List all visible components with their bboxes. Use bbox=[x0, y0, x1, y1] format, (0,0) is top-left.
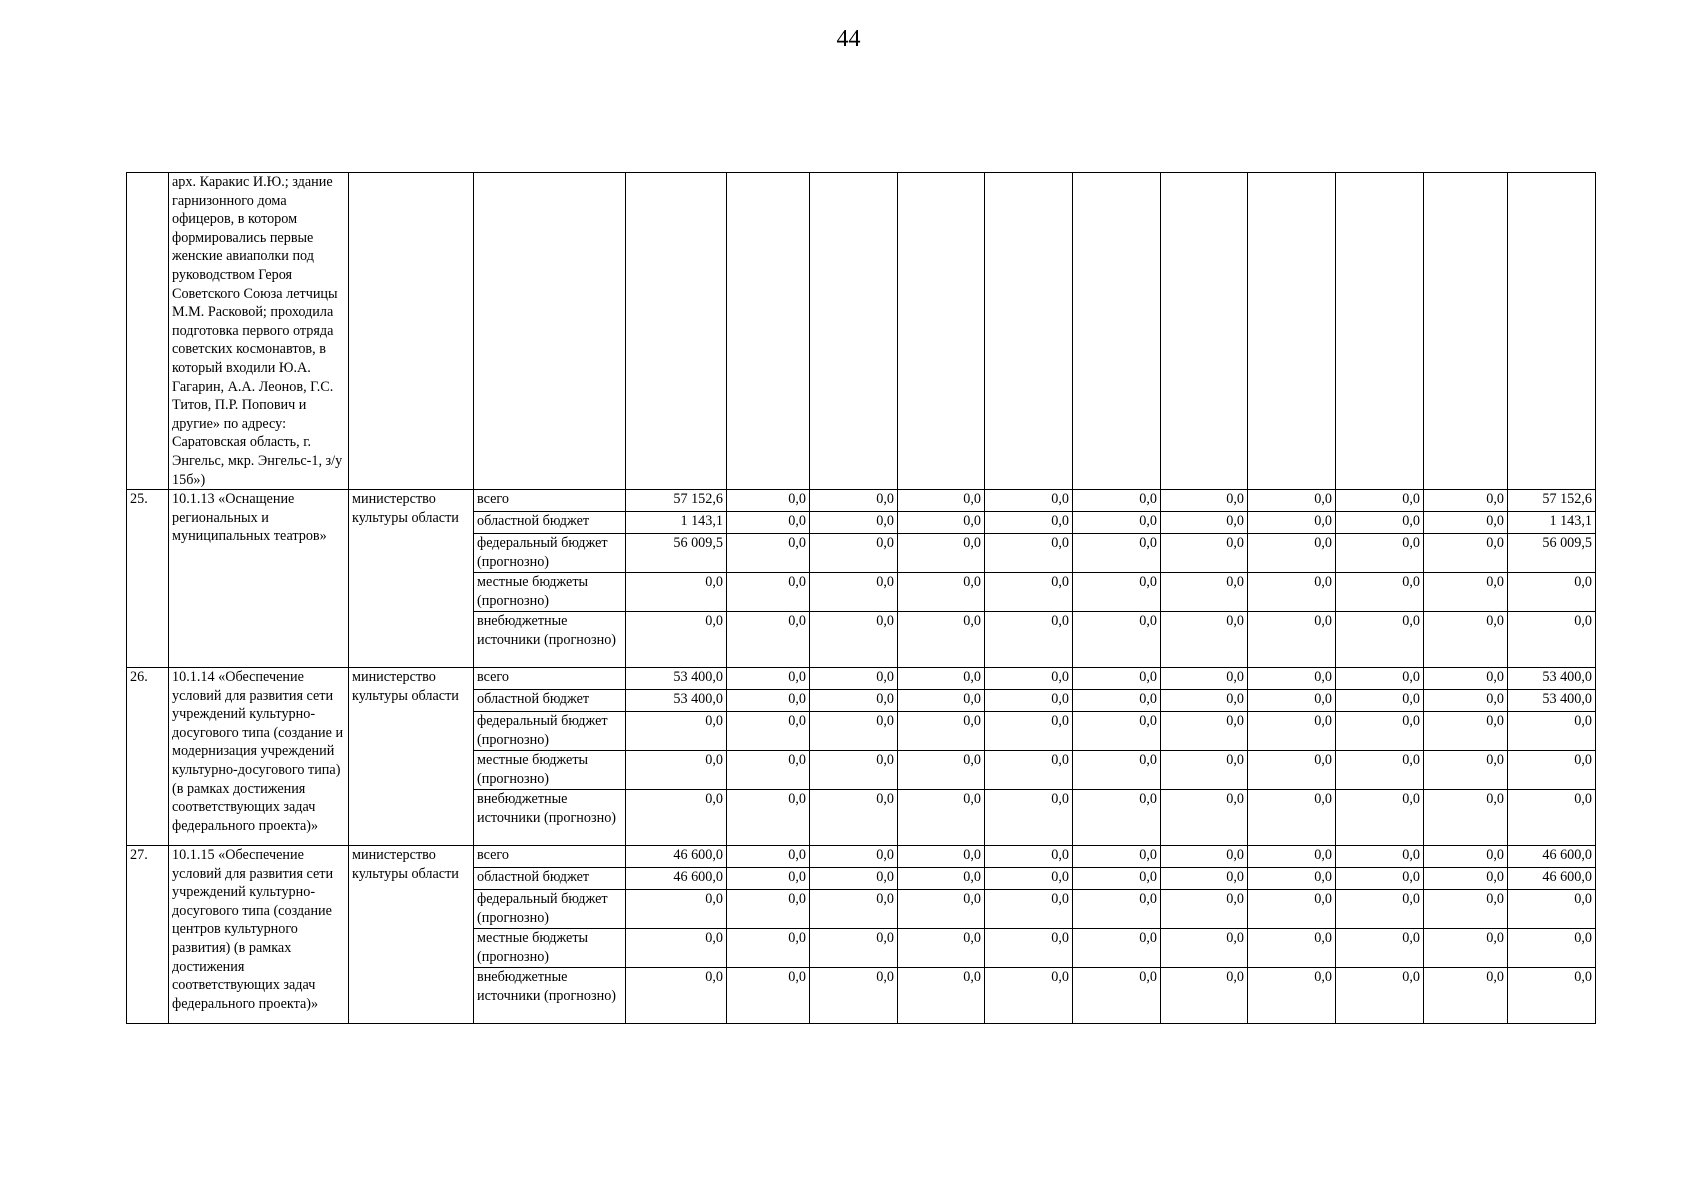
funding-value: 0,0 bbox=[626, 968, 727, 1024]
funding-source: всего bbox=[474, 846, 626, 868]
funding-source: областной бюджет bbox=[474, 868, 626, 890]
funding-value: 0,0 bbox=[727, 612, 810, 668]
funding-value: 0,0 bbox=[1508, 573, 1596, 612]
continuation-row bbox=[127, 173, 1596, 490]
funding-value: 0,0 bbox=[727, 690, 810, 712]
funding-value: 0,0 bbox=[1336, 846, 1424, 868]
continuation-source-cell bbox=[474, 173, 626, 490]
continuation-value-cell bbox=[626, 173, 727, 490]
funding-value: 0,0 bbox=[898, 668, 985, 690]
funding-value: 0,0 bbox=[898, 490, 985, 512]
funding-value: 0,0 bbox=[1248, 712, 1336, 751]
funding-value: 0,0 bbox=[985, 968, 1073, 1024]
funding-value: 0,0 bbox=[1161, 790, 1248, 846]
funding-value: 0,0 bbox=[985, 490, 1073, 512]
funding-value: 1 143,1 bbox=[626, 512, 727, 534]
funding-value: 0,0 bbox=[810, 890, 898, 929]
funding-value: 0,0 bbox=[1248, 573, 1336, 612]
funding-value: 0,0 bbox=[1073, 612, 1161, 668]
funding-source: областной бюджет bbox=[474, 512, 626, 534]
funding-value: 0,0 bbox=[1073, 790, 1161, 846]
funding-value: 0,0 bbox=[985, 846, 1073, 868]
funding-value: 0,0 bbox=[727, 751, 810, 790]
funding-value: 0,0 bbox=[727, 868, 810, 890]
funding-value: 0,0 bbox=[1248, 668, 1336, 690]
funding-value: 0,0 bbox=[1161, 573, 1248, 612]
funding-value: 53 400,0 bbox=[626, 690, 727, 712]
funding-value: 0,0 bbox=[898, 512, 985, 534]
row-number: 25. bbox=[127, 490, 169, 668]
continuation-value-cell bbox=[1073, 173, 1161, 490]
funding-value: 46 600,0 bbox=[626, 846, 727, 868]
funding-value: 0,0 bbox=[626, 573, 727, 612]
funding-value: 0,0 bbox=[1073, 668, 1161, 690]
funding-source: внебюджетные источники (прогнозно) bbox=[474, 790, 626, 846]
funding-value: 0,0 bbox=[810, 712, 898, 751]
funding-value: 53 400,0 bbox=[626, 668, 727, 690]
funding-value: 0,0 bbox=[810, 690, 898, 712]
funding-value: 0,0 bbox=[810, 534, 898, 573]
funding-value: 0,0 bbox=[810, 846, 898, 868]
funding-value: 0,0 bbox=[985, 790, 1073, 846]
funding-value: 0,0 bbox=[727, 846, 810, 868]
funding-value: 0,0 bbox=[985, 868, 1073, 890]
funding-source: всего bbox=[474, 490, 626, 512]
funding-value: 0,0 bbox=[898, 534, 985, 573]
funding-value: 0,0 bbox=[626, 929, 727, 968]
executor: министерство культуры области bbox=[349, 668, 474, 846]
funding-value: 0,0 bbox=[1424, 668, 1508, 690]
funding-value: 0,0 bbox=[1073, 534, 1161, 573]
funding-value: 0,0 bbox=[810, 929, 898, 968]
funding-value: 0,0 bbox=[810, 573, 898, 612]
funding-value: 0,0 bbox=[1424, 790, 1508, 846]
funding-value: 0,0 bbox=[1336, 534, 1424, 573]
funding-value: 0,0 bbox=[1336, 929, 1424, 968]
funding-value: 0,0 bbox=[1161, 868, 1248, 890]
funding-value: 0,0 bbox=[810, 612, 898, 668]
funding-value: 0,0 bbox=[727, 490, 810, 512]
funding-value: 0,0 bbox=[1073, 868, 1161, 890]
funding-source: федеральный бюджет (прогнозно) bbox=[474, 534, 626, 573]
funding-value: 0,0 bbox=[1248, 612, 1336, 668]
funding-value: 0,0 bbox=[727, 890, 810, 929]
continuation-value-cell bbox=[727, 173, 810, 490]
funding-value: 0,0 bbox=[898, 573, 985, 612]
funding-value: 0,0 bbox=[1161, 929, 1248, 968]
source-row bbox=[127, 490, 1596, 512]
funding-value: 0,0 bbox=[1508, 890, 1596, 929]
funding-value: 0,0 bbox=[1248, 690, 1336, 712]
page-number: 44 bbox=[836, 26, 861, 52]
funding-value: 0,0 bbox=[1161, 668, 1248, 690]
continuation-value-cell bbox=[985, 173, 1073, 490]
funding-value: 0,0 bbox=[1508, 751, 1596, 790]
funding-value: 0,0 bbox=[810, 751, 898, 790]
funding-value: 0,0 bbox=[1336, 968, 1424, 1024]
executor: министерство культуры области bbox=[349, 490, 474, 668]
funding-value: 0,0 bbox=[985, 890, 1073, 929]
funding-value: 0,0 bbox=[810, 668, 898, 690]
funding-source: местные бюджеты (прогнозно) bbox=[474, 929, 626, 968]
funding-value: 1 143,1 bbox=[1508, 512, 1596, 534]
funding-source: федеральный бюджет (прогнозно) bbox=[474, 712, 626, 751]
funding-value: 53 400,0 bbox=[1508, 668, 1596, 690]
funding-value: 0,0 bbox=[810, 868, 898, 890]
funding-value: 0,0 bbox=[1424, 490, 1508, 512]
funding-value: 0,0 bbox=[1508, 968, 1596, 1024]
funding-value: 0,0 bbox=[1424, 929, 1508, 968]
funding-source: всего bbox=[474, 668, 626, 690]
funding-value: 46 600,0 bbox=[1508, 868, 1596, 890]
funding-value: 57 152,6 bbox=[1508, 490, 1596, 512]
funding-value: 0,0 bbox=[1161, 690, 1248, 712]
funding-value: 56 009,5 bbox=[1508, 534, 1596, 573]
funding-value: 0,0 bbox=[810, 968, 898, 1024]
funding-value: 0,0 bbox=[1336, 668, 1424, 690]
funding-value: 0,0 bbox=[1161, 490, 1248, 512]
funding-value: 0,0 bbox=[1424, 868, 1508, 890]
funding-value: 0,0 bbox=[898, 712, 985, 751]
funding-value: 0,0 bbox=[1161, 846, 1248, 868]
funding-value: 0,0 bbox=[1073, 712, 1161, 751]
funding-value: 0,0 bbox=[727, 573, 810, 612]
funding-value: 0,0 bbox=[626, 712, 727, 751]
funding-value: 0,0 bbox=[727, 790, 810, 846]
continuation-value-cell bbox=[810, 173, 898, 490]
funding-value: 0,0 bbox=[727, 512, 810, 534]
funding-source: внебюджетные источники (прогнозно) bbox=[474, 612, 626, 668]
funding-source: областной бюджет bbox=[474, 690, 626, 712]
funding-value: 0,0 bbox=[727, 534, 810, 573]
funding-value: 0,0 bbox=[898, 612, 985, 668]
funding-value: 56 009,5 bbox=[626, 534, 727, 573]
program-funding-table bbox=[126, 172, 1596, 1024]
funding-value: 0,0 bbox=[727, 929, 810, 968]
funding-value: 0,0 bbox=[727, 712, 810, 751]
funding-value: 0,0 bbox=[1424, 512, 1508, 534]
funding-value: 0,0 bbox=[1248, 490, 1336, 512]
funding-value: 0,0 bbox=[898, 868, 985, 890]
funding-value: 0,0 bbox=[898, 929, 985, 968]
measure-name: 10.1.13 «Оснащение региональных и муниципальных театров» bbox=[169, 490, 349, 668]
funding-value: 0,0 bbox=[1073, 573, 1161, 612]
funding-value: 0,0 bbox=[985, 512, 1073, 534]
funding-value: 0,0 bbox=[1073, 929, 1161, 968]
funding-value: 0,0 bbox=[1336, 890, 1424, 929]
continuation-description: арх. Каракис И.Ю.; здание гарнизонного дома офицеров, в котором формировались первые женские авиаполки под руководством Героя Советского Союза летчицы М.М. Расковой; проходила подготовка первого отряда советских космонавтов, в который входили Ю.А. Гагарин, А.А. Леонов, Г.С. Титов, П.Р. Попович и другие» по адресу: Саратовская область, г. Энгельс, мкр. Энгельс-1, з/у 15б») bbox=[169, 173, 349, 490]
funding-source: местные бюджеты (прогнозно) bbox=[474, 751, 626, 790]
funding-value: 0,0 bbox=[1336, 790, 1424, 846]
funding-value: 53 400,0 bbox=[1508, 690, 1596, 712]
funding-value: 0,0 bbox=[1248, 846, 1336, 868]
funding-value: 46 600,0 bbox=[1508, 846, 1596, 868]
funding-value: 46 600,0 bbox=[626, 868, 727, 890]
continuation-value-cell bbox=[1508, 173, 1596, 490]
funding-value: 0,0 bbox=[1248, 790, 1336, 846]
funding-value: 0,0 bbox=[898, 968, 985, 1024]
funding-value: 0,0 bbox=[1424, 612, 1508, 668]
continuation-value-cell bbox=[1336, 173, 1424, 490]
funding-value: 0,0 bbox=[727, 968, 810, 1024]
funding-value: 0,0 bbox=[626, 790, 727, 846]
funding-value: 0,0 bbox=[898, 790, 985, 846]
funding-value: 0,0 bbox=[1508, 612, 1596, 668]
continuation-value-cell bbox=[1161, 173, 1248, 490]
funding-value: 0,0 bbox=[1248, 512, 1336, 534]
funding-value: 0,0 bbox=[1248, 751, 1336, 790]
funding-value: 0,0 bbox=[985, 668, 1073, 690]
funding-value: 57 152,6 bbox=[626, 490, 727, 512]
funding-value: 0,0 bbox=[985, 573, 1073, 612]
funding-value: 0,0 bbox=[898, 690, 985, 712]
funding-value: 0,0 bbox=[985, 929, 1073, 968]
funding-value: 0,0 bbox=[810, 490, 898, 512]
funding-value: 0,0 bbox=[1508, 929, 1596, 968]
executor: министерство культуры области bbox=[349, 846, 474, 1024]
funding-value: 0,0 bbox=[1424, 573, 1508, 612]
funding-value: 0,0 bbox=[626, 890, 727, 929]
funding-value: 0,0 bbox=[810, 512, 898, 534]
funding-value: 0,0 bbox=[810, 790, 898, 846]
funding-value: 0,0 bbox=[1424, 712, 1508, 751]
funding-value: 0,0 bbox=[727, 668, 810, 690]
funding-value: 0,0 bbox=[1336, 751, 1424, 790]
funding-value: 0,0 bbox=[1073, 490, 1161, 512]
source-row bbox=[127, 668, 1596, 690]
funding-value: 0,0 bbox=[1424, 968, 1508, 1024]
funding-value: 0,0 bbox=[626, 612, 727, 668]
funding-value: 0,0 bbox=[1336, 690, 1424, 712]
funding-value: 0,0 bbox=[1161, 968, 1248, 1024]
funding-value: 0,0 bbox=[1073, 512, 1161, 534]
funding-value: 0,0 bbox=[1161, 751, 1248, 790]
funding-value: 0,0 bbox=[1161, 512, 1248, 534]
funding-value: 0,0 bbox=[1248, 929, 1336, 968]
funding-value: 0,0 bbox=[1336, 573, 1424, 612]
funding-value: 0,0 bbox=[1336, 490, 1424, 512]
funding-value: 0,0 bbox=[1424, 534, 1508, 573]
funding-value: 0,0 bbox=[1161, 612, 1248, 668]
source-row bbox=[127, 846, 1596, 868]
funding-value: 0,0 bbox=[1073, 751, 1161, 790]
funding-value: 0,0 bbox=[985, 534, 1073, 573]
funding-value: 0,0 bbox=[1248, 534, 1336, 573]
funding-value: 0,0 bbox=[1073, 846, 1161, 868]
funding-value: 0,0 bbox=[1248, 890, 1336, 929]
continuation-number-cell bbox=[127, 173, 169, 490]
table-body bbox=[127, 173, 1596, 1024]
funding-value: 0,0 bbox=[1424, 890, 1508, 929]
funding-value: 0,0 bbox=[1336, 612, 1424, 668]
funding-value: 0,0 bbox=[898, 846, 985, 868]
row-number: 27. bbox=[127, 846, 169, 1024]
funding-value: 0,0 bbox=[1073, 968, 1161, 1024]
funding-value: 0,0 bbox=[1508, 712, 1596, 751]
funding-value: 0,0 bbox=[1073, 890, 1161, 929]
funding-source: федеральный бюджет (прогнозно) bbox=[474, 890, 626, 929]
continuation-executor-cell bbox=[349, 173, 474, 490]
measure-name: 10.1.14 «Обеспечение условий для развития сети учреждений культурно-досугового типа (создание и модернизация учреждений культурно-досугового типа) (в рамках достижения соответствующих задач федерального проекта)» bbox=[169, 668, 349, 846]
funding-value: 0,0 bbox=[985, 751, 1073, 790]
funding-value: 0,0 bbox=[1336, 712, 1424, 751]
funding-value: 0,0 bbox=[985, 712, 1073, 751]
funding-value: 0,0 bbox=[1161, 890, 1248, 929]
continuation-value-cell bbox=[1424, 173, 1508, 490]
funding-value: 0,0 bbox=[1424, 690, 1508, 712]
row-number: 26. bbox=[127, 668, 169, 846]
funding-value: 0,0 bbox=[1073, 690, 1161, 712]
continuation-value-cell bbox=[1248, 173, 1336, 490]
funding-source: внебюджетные источники (прогнозно) bbox=[474, 968, 626, 1024]
measure-name: 10.1.15 «Обеспечение условий для развития сети учреждений культурно-досугового типа (создание центров культурного развития) (в рамках достижения соответствующих задач федерального проекта)» bbox=[169, 846, 349, 1024]
funding-value: 0,0 bbox=[1161, 534, 1248, 573]
funding-value: 0,0 bbox=[898, 890, 985, 929]
funding-value: 0,0 bbox=[1248, 868, 1336, 890]
funding-value: 0,0 bbox=[1508, 790, 1596, 846]
funding-value: 0,0 bbox=[1336, 512, 1424, 534]
funding-value: 0,0 bbox=[1424, 846, 1508, 868]
funding-value: 0,0 bbox=[985, 612, 1073, 668]
continuation-value-cell bbox=[898, 173, 985, 490]
funding-value: 0,0 bbox=[626, 751, 727, 790]
funding-value: 0,0 bbox=[1248, 968, 1336, 1024]
funding-value: 0,0 bbox=[985, 690, 1073, 712]
funding-value: 0,0 bbox=[898, 751, 985, 790]
funding-value: 0,0 bbox=[1336, 868, 1424, 890]
funding-value: 0,0 bbox=[1161, 712, 1248, 751]
funding-value: 0,0 bbox=[1424, 751, 1508, 790]
funding-source: местные бюджеты (прогнозно) bbox=[474, 573, 626, 612]
